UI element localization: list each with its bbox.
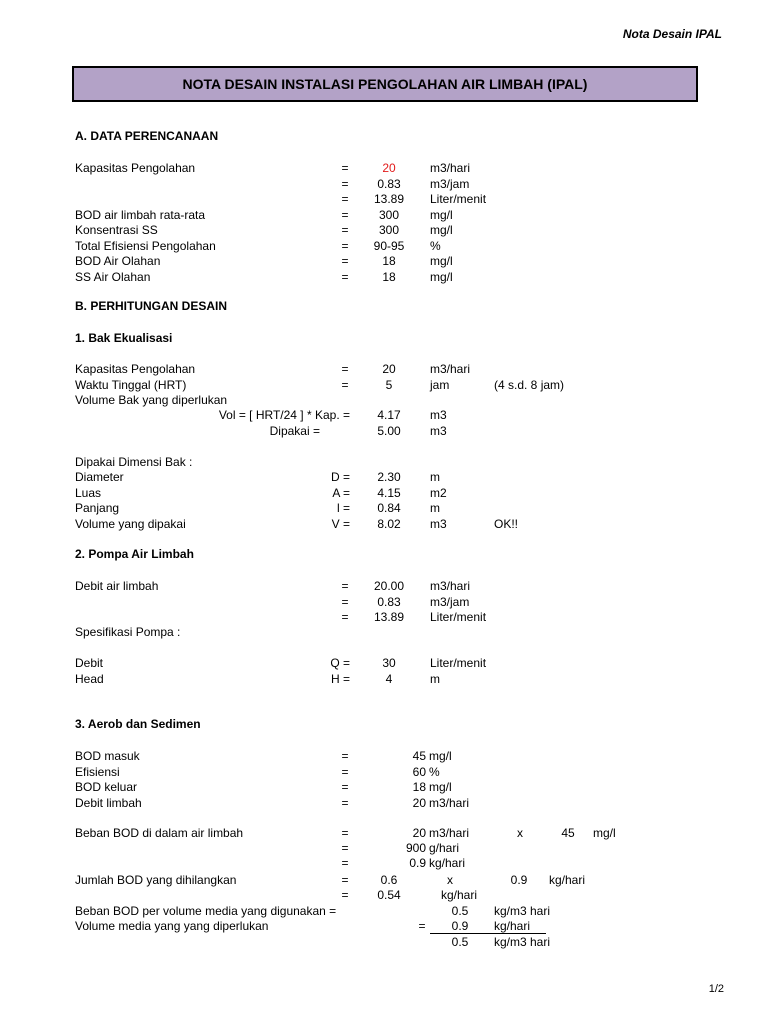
beban2-unit: g/hari [429, 841, 460, 855]
subsection-2-heading: 2. Pompa Air Limbah [75, 547, 194, 561]
beban2-value: 900 [405, 841, 426, 855]
row-label: Kapasitas Pengolahan [75, 362, 196, 376]
jumlah-times: x [447, 873, 453, 887]
row-unit: m [430, 671, 440, 686]
beban-value2: 45 [561, 826, 575, 840]
row-value: 45 [412, 749, 426, 763]
subsection-1-heading: 1. Bak Ekualisasi [75, 331, 173, 345]
row-label: Kapasitas Pengolahan [75, 161, 196, 175]
row-eq: = [341, 161, 349, 175]
beban-media-unit: kg/m3 hari [494, 904, 551, 918]
vol-media-label: Volume media yang yang diperlukan [75, 919, 269, 933]
row-unit: m3 [430, 516, 447, 531]
row-value: 60 [412, 764, 426, 779]
row-label: SS Air Olahan [75, 269, 151, 284]
jumlah2-unit: kg/hari [441, 888, 478, 902]
dipakai-unit: m3 [430, 424, 447, 438]
row-label: BOD Air Olahan [75, 254, 161, 268]
row-unit: mg/l [429, 749, 452, 763]
row-value: 0.83 [377, 594, 401, 609]
jumlah-label: Jumlah BOD yang dihilangkan [75, 873, 237, 887]
row-value: 0.83 [377, 176, 401, 191]
row-unit: m3/hari [430, 579, 471, 593]
row-label: Efisiensi [75, 764, 120, 779]
beban3-eq: = [341, 856, 349, 870]
beban-value: 20 [412, 826, 426, 840]
row-eq: = [341, 207, 349, 222]
row-label: BOD masuk [75, 749, 140, 763]
dipakai-label: Dipakai = [269, 424, 320, 438]
row-value: 20.00 [373, 579, 405, 593]
section-a-heading: A. DATA PERENCANAAN [75, 129, 219, 143]
formula-unit: m3 [430, 408, 447, 422]
formula-label: Vol = [ HRT/24 ] * Kap. = [218, 408, 350, 422]
row-eq: = [341, 223, 349, 237]
row-note: OK!! [494, 516, 519, 531]
row-unit: m [430, 470, 440, 484]
spesifikasi-label: Spesifikasi Pompa : [75, 625, 181, 639]
row-eq: V = [331, 516, 350, 531]
row-value: 13.89 [373, 192, 405, 206]
row-eq: = [341, 192, 349, 206]
row-value: 13.89 [373, 610, 405, 624]
row-unit: mg/l [430, 269, 453, 284]
row-eq: = [341, 610, 349, 624]
jumlah2-value: 0.54 [377, 888, 401, 902]
row-eq: = [341, 795, 349, 810]
row-unit: mg/l [429, 780, 452, 794]
row-eq: = [341, 780, 349, 794]
row-eq: = [341, 579, 349, 593]
row-value: 2.30 [377, 470, 401, 484]
row-eq: = [341, 254, 349, 268]
beban3-unit: kg/hari [429, 856, 466, 870]
row-eq: = [341, 176, 349, 191]
row-unit: mg/l [430, 254, 453, 268]
row-unit: m2 [430, 485, 447, 500]
row-unit: mg/l [430, 223, 453, 237]
row-label: BOD air limbah rata-rata [75, 207, 206, 222]
row-unit: m3/jam [430, 176, 470, 191]
formula-value: 4.17 [377, 408, 401, 422]
beban-media-label: Beban BOD per volume media yang digunakan = [75, 904, 337, 918]
row-eq: A = [332, 485, 350, 500]
doc-label: Nota Desain IPAL [622, 27, 722, 41]
row-value: 5 [385, 377, 393, 392]
row-unit: m3/hari [429, 795, 470, 810]
row-note: (4 s.d. 8 jam) [494, 377, 565, 392]
beban3-value: 0.9 [409, 856, 426, 870]
beban-unit: m3/hari [429, 826, 470, 840]
row-label: Debit air limbah [75, 579, 159, 593]
beban-media-value: 0.5 [451, 904, 469, 918]
vol-media-numerator: 0.9 [451, 919, 469, 933]
row-label: Waktu Tinggal (HRT) [75, 377, 187, 392]
vol-media-denominator: 0.5 [451, 935, 469, 949]
row-label: Luas [75, 485, 102, 500]
page-title: NOTA DESAIN INSTALASI PENGOLAHAN AIR LIMBAH (IPAL) [72, 66, 698, 102]
row-value: 4.15 [377, 485, 401, 500]
vol-media-denominator-unit: kg/m3 hari [494, 935, 551, 949]
row-value: 20 [412, 795, 426, 810]
row-eq: D = [330, 470, 350, 484]
dimensi-label: Dipakai Dimensi Bak : [75, 455, 193, 469]
beban-eq: = [341, 826, 349, 840]
row-unit: % [430, 238, 441, 253]
row-value: 90-95 [373, 238, 405, 253]
row-unit: Liter/menit [430, 192, 487, 206]
jumlah-value2: 0.9 [510, 873, 528, 887]
row-unit: jam [430, 377, 450, 392]
row-label: Head [75, 671, 104, 686]
jumlah-value: 0.6 [380, 873, 398, 887]
row-label: BOD keluar [75, 780, 138, 794]
vol-media-eq: = [418, 919, 426, 933]
row-unit: Liter/menit [430, 656, 487, 670]
row-label: Konsentrasi SS [75, 223, 158, 237]
row-eq: = [341, 749, 349, 763]
dipakai-value: 5.00 [377, 424, 401, 438]
row-label: Volume Bak yang diperlukan [75, 393, 228, 407]
row-eq: Q = [330, 656, 350, 670]
row-value: 8.02 [377, 516, 401, 531]
row-eq: = [341, 238, 349, 253]
jumlah2-eq: = [341, 888, 349, 902]
row-label: Panjang [75, 501, 120, 515]
row-unit: m3/hari [430, 362, 471, 376]
row-eq: = [341, 269, 349, 284]
row-unit: Liter/menit [430, 610, 487, 624]
page-number: 1/2 [708, 983, 724, 995]
row-value: 18 [382, 254, 396, 268]
row-label: Volume yang dipakai [75, 516, 186, 531]
row-unit: % [429, 764, 440, 779]
beban-times: x [517, 826, 523, 840]
row-eq: = [341, 764, 349, 779]
subsection-3-heading: 3. Aerob dan Sedimen [75, 717, 201, 731]
row-value: 300 [378, 223, 400, 237]
row-value: 300 [378, 207, 400, 222]
row-value: 4 [385, 671, 393, 686]
row-value: 18 [382, 269, 396, 284]
row-label: Total Efisiensi Pengolahan [75, 238, 216, 253]
row-unit: mg/l [430, 207, 453, 222]
section-b-heading: B. PERHITUNGAN DESAIN [75, 299, 228, 313]
row-label: Debit limbah [75, 795, 142, 810]
row-unit: m3/hari [430, 161, 471, 175]
row-unit: m3/jam [430, 594, 470, 609]
row-value: 30 [382, 656, 396, 670]
vol-media-numerator-unit: kg/hari [494, 919, 531, 933]
beban-label: Beban BOD di dalam air limbah [75, 826, 244, 840]
row-label: Debit [75, 656, 104, 670]
row-eq: = [341, 362, 349, 376]
row-eq: H = [330, 671, 350, 686]
row-value: 18 [412, 780, 426, 794]
jumlah-unit2: kg/hari [549, 873, 586, 887]
row-eq: = [341, 377, 349, 392]
beban-unit2: mg/l [593, 826, 616, 840]
row-unit: m [430, 501, 440, 515]
beban2-eq: = [341, 841, 349, 855]
jumlah-eq: = [341, 873, 349, 887]
row-value: 0.84 [377, 501, 401, 515]
row-value: 20 [382, 161, 396, 175]
row-eq: l = [336, 501, 350, 515]
row-label: Diameter [75, 470, 124, 484]
row-value: 20 [382, 362, 396, 376]
row-eq: = [341, 594, 349, 609]
